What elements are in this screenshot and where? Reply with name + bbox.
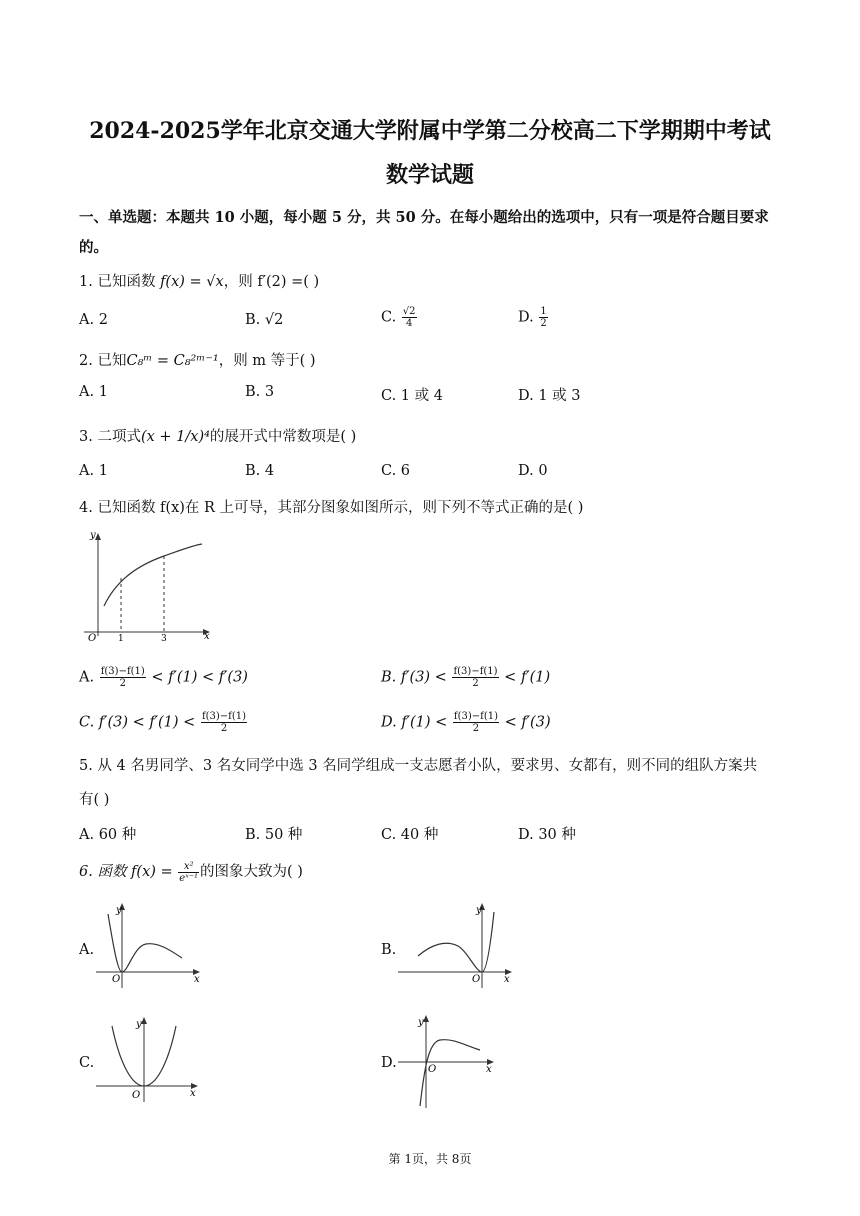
question-1: 1. 已知函数 f(x) = √x，则 f′(2) =( ) [79,274,320,290]
q6-option-c-label: C. [79,1055,95,1071]
q2-option-c: C. 1 或 4 [381,388,443,404]
q6-graph-d [396,1012,500,1110]
q1-option-c: C. $\frac{√2}{4}$ [381,306,416,329]
tick-3: 3 [161,634,167,644]
page-footer: 第 1页，共 8页 [388,1152,472,1166]
curve [104,544,202,606]
q4-option-c: C. f′(3) < f′(1) < $\frac{f(3)-f(1)}{2}$ [79,711,247,734]
q4-graph [76,526,216,644]
svg-text:x: x [486,1064,492,1075]
q3-option-d: D. 0 [518,463,548,479]
q6-option-b-label: B. [381,942,397,958]
q1-option-b: B. √2 [245,312,284,328]
section-heading: 一、单选题：本题共 10 小题，每小题 5 分，共 50 分。在每小题给出的选项中，只有一项是符合题目要求 [79,209,769,226]
y-label: y [90,530,96,541]
q5-option-b: B. 50 种 [245,827,303,843]
svg-text:O: O [428,1064,437,1075]
svg-text:x: x [190,1088,196,1099]
svg-text:y: y [476,905,482,916]
svg-text:x: x [194,974,200,985]
q3-option-b: B. 4 [245,463,275,479]
svg-text:O: O [132,1090,141,1101]
question-5-cont: 有( ) [79,792,110,808]
q6-graph-c [94,1014,204,1106]
x-label: x [204,631,210,642]
q6-graph-a [94,900,204,992]
question-4: 4. 已知函数 f(x)在 R 上可导，其部分图象如图所示，则下列不等式正确的是( ) [79,500,584,516]
svg-text:O: O [472,974,481,985]
q2-option-d: D. 1 或 3 [518,388,581,404]
q1-option-a: A. 2 [79,312,108,328]
q6-option-d-label: D. [381,1055,397,1071]
q3-option-a: A. 1 [79,463,108,479]
q4-option-b: B. f′(3) < $\frac{f(3)-f(1)}{2}$ < f′(1) [381,666,551,689]
q5-option-d: D. 30 种 [518,827,576,843]
q6-graph-b [396,900,514,992]
svg-text:x: x [504,974,510,985]
q5-option-a: A. 60 种 [79,827,137,843]
svg-text:O: O [112,974,121,985]
q1-option-d: D. $\frac{1}{2}$ [518,306,547,329]
tick-1: 1 [118,634,124,644]
q5-option-c: C. 40 种 [381,827,439,843]
svg-text:y: y [418,1017,424,1028]
section-heading-cont: 的。 [79,239,108,256]
svg-text:y: y [136,1019,142,1030]
question-6: 6. 函数 f(x) = $\frac{\text{x²}}{\text{eˣ⁻¹}}$ 的图象大致为( ) [79,860,303,884]
svg-text:y: y [116,905,122,916]
q2-option-a: A. 1 [79,384,108,400]
q4-option-d: D. f′(1) < $\frac{f(3)-f(1)}{2}$ < f′(3) [381,711,551,734]
q6-option-a-label: A. [79,942,95,958]
exam-title: 2024-2025学年北京交通大学附属中学第二分校高二下学期期中考试 [89,118,771,144]
question-5: 5. 从 4 名男同学、3 名女同学中选 3 名同学组成一支志愿者小队，要求男、女都有，则不同的组队方案共 [79,758,758,774]
q3-option-c: C. 6 [381,463,411,479]
question-2: 2. 已知C₈ᵐ = C₈²ᵐ⁻¹，则 m 等于( ) [79,353,316,369]
question-3: 3. 二项式(x + 1/x)⁴的展开式中常数项是( ) [79,429,357,445]
q4-option-a: A. $\frac{f(3)-f(1)}{2}$ < f′(1) < f′(3) [79,666,248,689]
exam-subtitle: 数学试题 [385,162,474,188]
origin-label: O [88,633,97,644]
y-axis-arrow [95,533,101,540]
q2-option-b: B. 3 [245,384,275,400]
